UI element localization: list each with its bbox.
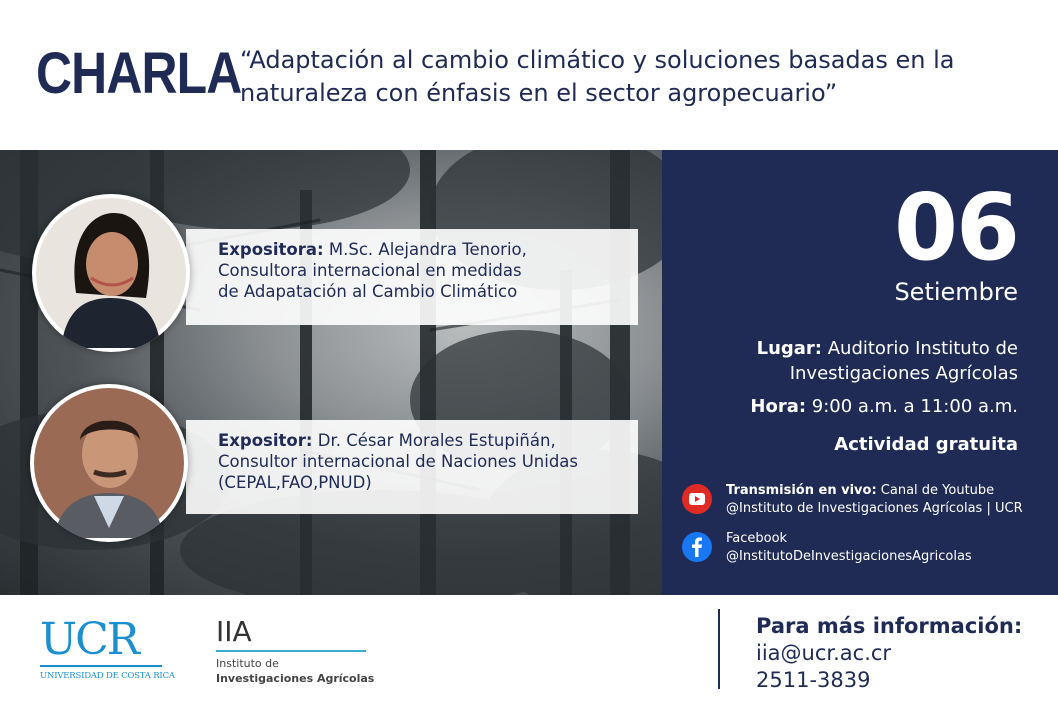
- speaker-2-line3: (CEPAL,FAO,PNUD): [218, 473, 372, 492]
- facebook-label: Facebook: [726, 531, 788, 546]
- youtube-text: [726, 482, 1056, 518]
- youtube-label: Transmisión en vivo:: [726, 483, 877, 498]
- speaker-1-line3: de Adapatación al Cambio Climático: [218, 282, 518, 301]
- contact-info: [756, 613, 1022, 694]
- event-details-panel: [662, 150, 1058, 595]
- iia-logo-sub2: Investigaciones Agrícolas: [216, 672, 375, 685]
- footer: [0, 595, 1058, 714]
- iia-logo: [216, 615, 376, 686]
- header: [0, 0, 1058, 150]
- facebook-handle: @InstitutoDeInvestigacionesAgricolas: [726, 549, 972, 564]
- ucr-logo-rule: [40, 665, 162, 667]
- speaker-1-role: Expositora:: [218, 240, 324, 259]
- speaker-2-line2: Consultor internacional de Naciones Unidas: [218, 452, 579, 471]
- charla-heading: CHARLA: [36, 41, 242, 106]
- event-time: [698, 396, 1018, 417]
- speaker-2-card: [186, 420, 638, 514]
- event-location: [698, 336, 1018, 386]
- time-label: Hora:: [750, 396, 807, 417]
- speaker-2-photo: [30, 384, 188, 542]
- iia-logo-subtitle: [216, 656, 376, 686]
- speaker-1-line2: Consultora internacional en medidas: [218, 261, 522, 280]
- speaker-2-line1: [218, 430, 626, 451]
- iia-logo-rule: [216, 650, 366, 652]
- ucr-logo: [40, 614, 175, 681]
- location-label: Lugar:: [756, 338, 822, 359]
- speaker-1-card: [186, 229, 638, 325]
- ucr-logo-word: UCR: [40, 614, 138, 665]
- youtube-value: Canal de Youtube: [876, 483, 995, 498]
- contact-email[interactable]: iia@ucr.ac.cr: [756, 641, 892, 665]
- ucr-logo-subtitle: UNIVERSIDAD DE COSTA RICA: [40, 671, 175, 681]
- contact-heading: Para más información:: [756, 614, 1023, 638]
- talk-title: “Adaptación al cambio climático y soluciones basadas en la naturaleza con énfasis en el sector agropecuario”: [240, 46, 955, 107]
- speaker-1-name: M.Sc. Alejandra Tenorio,: [323, 240, 527, 259]
- iia-logo-sub1: Instituto de: [216, 657, 279, 670]
- contact-phone[interactable]: 2511-3839: [756, 668, 871, 692]
- youtube-icon: [682, 484, 712, 514]
- speaker-2-name: Dr. César Morales Estupiñán,: [312, 431, 556, 450]
- facebook-icon: [682, 532, 712, 562]
- iia-logo-word: IIA: [216, 615, 252, 648]
- speaker-1-photo: [32, 194, 190, 352]
- facebook-text: [726, 530, 1056, 566]
- time-value: 9:00 a.m. a 11:00 a.m.: [806, 396, 1018, 417]
- free-activity-note: Actividad gratuita: [834, 434, 1018, 455]
- footer-divider: [718, 609, 720, 689]
- speaker-2-role: Expositor:: [218, 431, 313, 450]
- event-day: 06: [893, 174, 1018, 281]
- event-month: Setiembre: [894, 278, 1018, 306]
- speaker-1-line1: [218, 239, 626, 260]
- location-value: Auditorio Instituto de Investigaciones Agrícolas: [789, 338, 1018, 384]
- youtube-handle: @Instituto de Investigaciones Agrícolas | UCR: [726, 501, 1023, 516]
